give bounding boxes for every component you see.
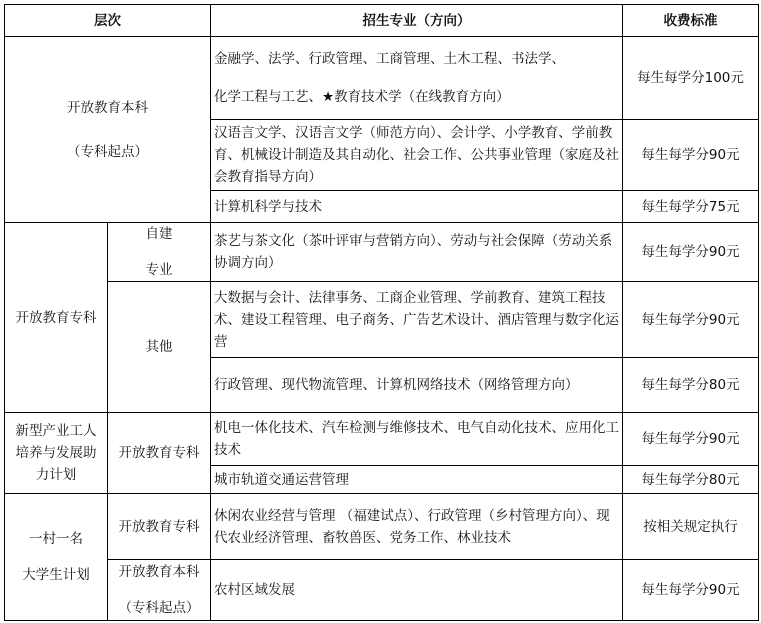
- fee-cell: 每生每学分100元: [623, 37, 759, 120]
- subtype-village-junior-cell: 开放教育专科: [108, 494, 211, 560]
- table-row: [5, 494, 759, 560]
- header-row: [5, 5, 759, 37]
- table-row: [5, 282, 759, 358]
- level-junior-cell: 开放教育专科: [5, 223, 108, 413]
- major-cell: 城市轨道交通运营管理: [211, 466, 623, 494]
- major-cell: 计算机科学与技术: [211, 191, 623, 223]
- fee-cell: 每生每学分90元: [623, 413, 759, 466]
- subtype-other-cell: 其他: [108, 282, 211, 413]
- major-cell: 行政管理、现代物流管理、计算机网络技术（网络管理方向）: [211, 358, 623, 413]
- major-cell: 汉语言文学、汉语言文学（师范方向）、会计学、小学教育、学前教育、机械设计制造及其自动化、社会工作、公共事业管理（家庭及社会教育指导方向）: [211, 120, 623, 191]
- major-cell: 大数据与会计、法律事务、工商企业管理、学前教育、建筑工程技术、建设工程管理、电子商务、广告艺术设计、酒店管理与数字化运营: [211, 282, 623, 358]
- fee-cell: 每生每学分90元: [623, 120, 759, 191]
- major-cell: 茶艺与茶文化（茶叶评审与营销方向）、劳动与社会保障（劳动关系协调方向）: [211, 223, 623, 282]
- subtype-selfbuilt-a: 自建: [145, 226, 173, 242]
- header-level: 层次: [5, 5, 211, 37]
- major-cell: [211, 37, 623, 120]
- fee-cell: 每生每学分90元: [623, 223, 759, 282]
- subtype-village-undergrad-name: 开放教育本科: [118, 564, 200, 580]
- header-major: 招生专业（方向）: [211, 5, 623, 37]
- table-row: [5, 37, 759, 120]
- fee-cell: 每生每学分80元: [623, 358, 759, 413]
- level-village-name-b: 大学生计划: [22, 567, 90, 583]
- major-cell: 机电一体化技术、汽车检测与维修技术、电气自动化技术、应用化工技术: [211, 413, 623, 466]
- level-village-name-a: 一村一名: [29, 531, 83, 547]
- major-gap: [214, 70, 619, 86]
- subtype-selfbuilt-cell: [108, 223, 211, 282]
- header-fee: 收费标准: [623, 5, 759, 37]
- table-row: [5, 560, 759, 621]
- level-undergrad-name: 开放教育本科: [67, 99, 148, 116]
- table-row: [5, 413, 759, 466]
- subtype-worker-junior-cell: 开放教育专科: [108, 413, 211, 494]
- level-undergrad-sub: （专科起点）: [67, 143, 148, 160]
- fee-cell: 按相关规定执行: [623, 494, 759, 560]
- fee-cell: 每生每学分80元: [623, 466, 759, 494]
- major-text-a: 金融学、法学、行政管理、工商管理、土木工程、书法学、: [214, 51, 565, 67]
- major-text-b: 化学工程与工艺、★教育技术学（在线教育方向）: [214, 89, 510, 105]
- table-row: [5, 223, 759, 282]
- fee-cell: 每生每学分75元: [623, 191, 759, 223]
- level-village-plan-cell: [5, 494, 108, 621]
- level-undergrad-cell: [5, 37, 211, 223]
- subtype-selfbuilt-b: 专业: [145, 262, 173, 278]
- subtype-village-undergrad-sub: （专科起点）: [118, 600, 200, 616]
- fee-cell: 每生每学分90元: [623, 282, 759, 358]
- fee-cell: 每生每学分90元: [623, 560, 759, 621]
- level-worker-plan-cell: 新型产业工人培养与发展助力计划: [5, 413, 108, 494]
- subtype-village-undergrad-cell: [108, 560, 211, 621]
- major-cell: 休闲农业经营与管理 （福建试点）、行政管理（乡村管理方向）、现代农业经济管理、畜牧兽医、党务工作、林业技术: [211, 494, 623, 560]
- major-cell: 农村区域发展: [211, 560, 623, 621]
- enrollment-fee-table: [4, 4, 759, 621]
